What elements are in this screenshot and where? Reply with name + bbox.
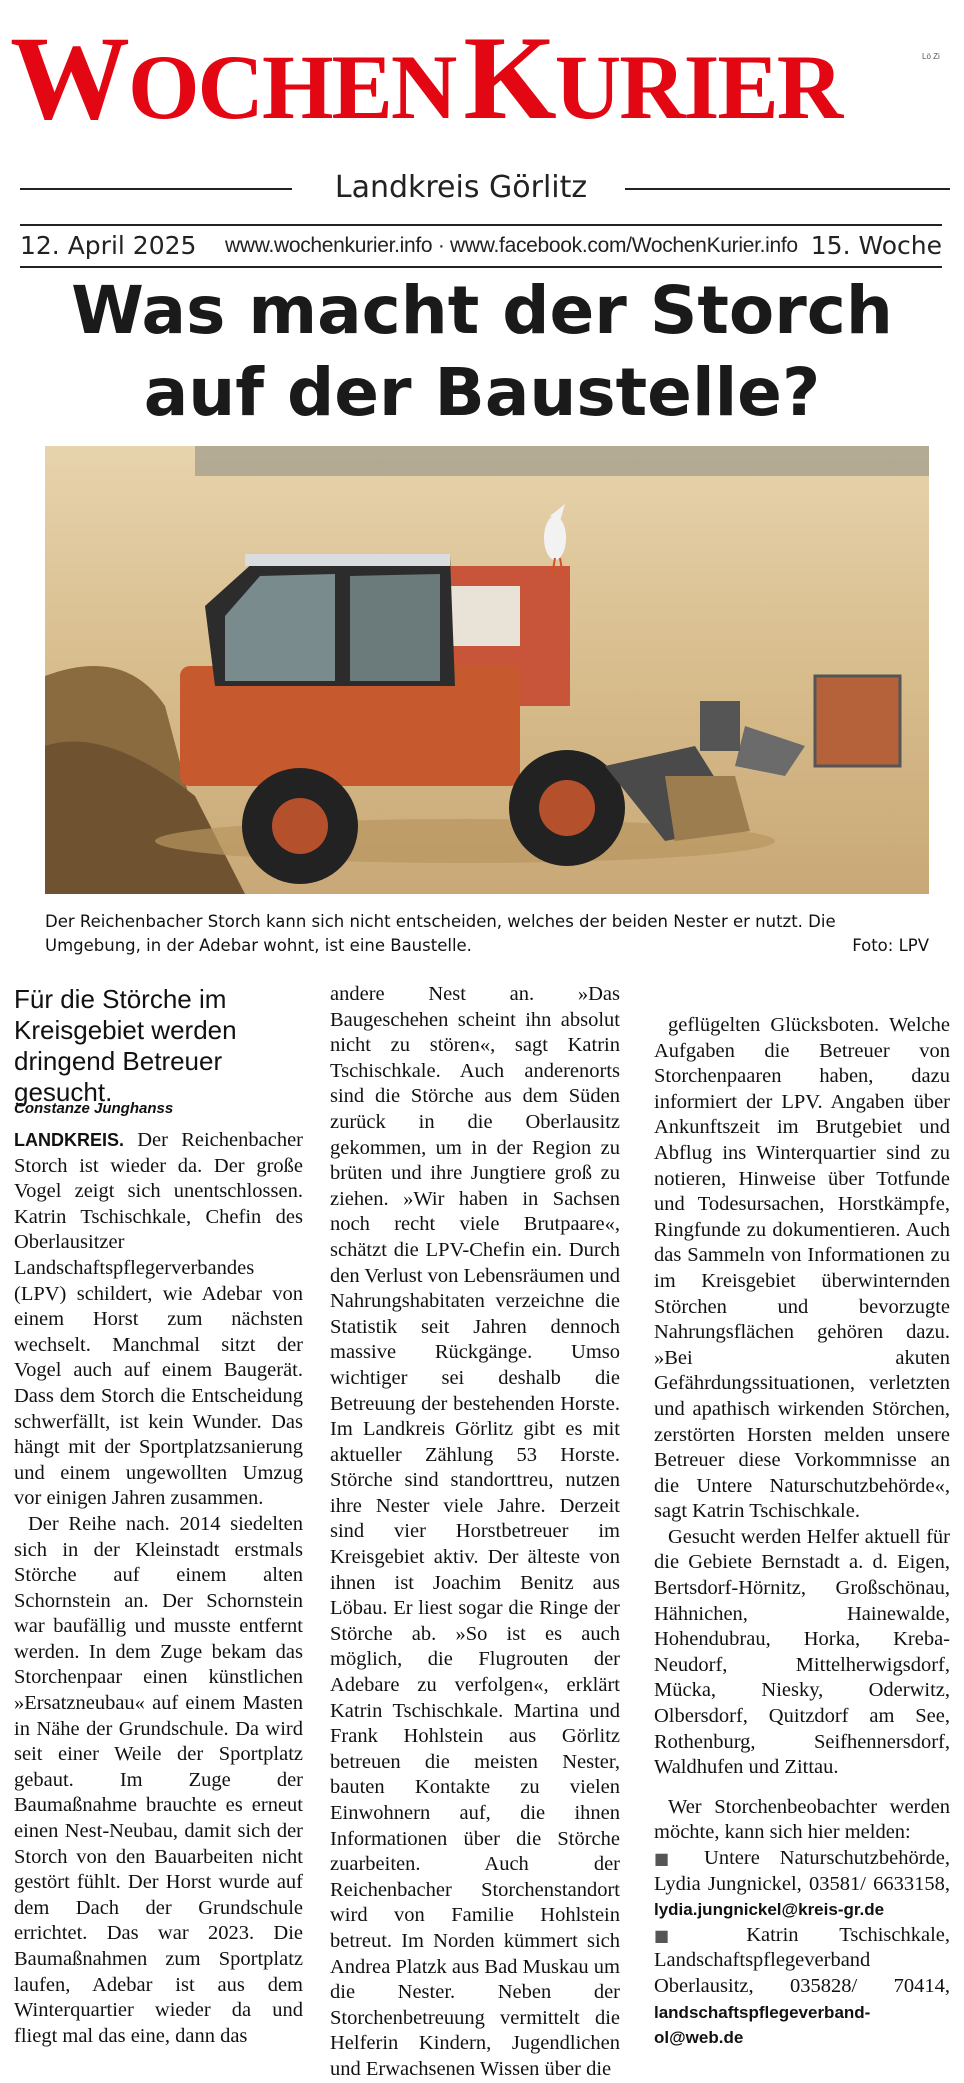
contact-2 [654, 1923, 950, 2051]
column-3 [654, 1013, 950, 2051]
column-2 [330, 982, 620, 2083]
paragraph-1: Der Reichenbacher Storch ist wieder da. Der große Vogel zeigt sich unentschlossen. Katrin Tschischkale, Chefin des Oberlausitzer Landschaftspflegerverbandes (LPV) schildert, wie Adebar von einem Horst zum nächsten wechselt. Manchmal sitzt der Vogel auch auf einem Baugerät. Dass dem Storch die Entscheidung schwerfällt, ist kein Wunder. Das hängt mit der Sportplatzsanierung und einem ungewollten Umzug vor einigen Jahren zusammen. [14, 1129, 303, 1510]
edition-code: Lö Zi [922, 52, 940, 61]
paragraph-5: Gesucht werden Helfer aktuell für die Gebiete Bernstadt a. d. Eigen, Bertsdorf-Hörnitz, Großschönau, Hähnichen, Hainewalde, Hohendubrau, Horka, Kreba- Neudorf, Mittelherwigsdorf, Mücka, Niesky, Oderwitz, Olbersdorf, Quitzdorf am See, Rothenburg, Seifhennersdorf, Waldhufen und Zittau. [654, 1525, 950, 1779]
paragraph-4: geflügelten Glücksboten. Welche Aufgaben die Betreuer von Storchenpaaren haben, dazu informiert der LPV. Angaben über Ankunftszeit im Brutgebiet und Abflug ins Winterquartier sind zu notieren, Hinweise über Totfunde und Todesursachen, Horstkämpfe, Ringfunde zu dokumentieren. Auch das Sammeln von Informationen zu im Kreisgebiet überwinternden Störchen und bevorzugte Nahrungsflächen gehören dazu. »Bei akuten Gefährdungssituationen, verletzten und apathisch wirkenden Störchen, zerstörten Horsten melden unsere Betreuer diese Vorkommnisse an die Untere Naturschutzbehörde«, sagt Katrin Tschischkale. [654, 1014, 950, 1523]
article-headline [0, 270, 964, 434]
region-bar [20, 168, 950, 208]
dateline-location: LANDKREIS. [14, 1130, 125, 1150]
photo-credit: Foto: LPV [852, 936, 929, 955]
paragraph-2: Der Reihe nach. 2014 siedelten sich in der Kleinstadt erstmals Störche auf einem alten Schornstein an. Der Schornstein war baufällig und musste entfernt werden. In dem Zuge bekam das Storchenpaar einen künstlichen »Ersatzneubau« auf einem Masten in Nähe der Grundschule. Da wird seit einer Weile der Sportplatz gebaut. Im Zuge der Baumaßnahme brauchte es erneut einen Nest-Neubau, damit sich der Storch von den Bauarbeiten nicht gestört fühlt. Der Horst wurde auf dem Dach der Grundschule errichtet. Das war 2023. Die Baumaßnahmen zum Sportplatz laufen, Adebar ist aus dem Winterquartier wieder da und fliegt mal das eine, dann das [14, 1512, 303, 2047]
headline-line-2: auf der Baustelle? [143, 354, 821, 431]
contact-2-text: Katrin Tschischkale, Landschaftspflegeverband Oberlausitz, 035828/ 70414, [654, 1923, 950, 1997]
region-title: Landkreis Görlitz [334, 170, 588, 205]
contact-1-text: Untere Naturschutzbehörde, Lydia Jungnickel, 03581/ 6633158, [654, 1847, 950, 1895]
article-dek: Für die Störche im Kreisgebiet werden dringend Betreuer gesucht. [14, 984, 237, 1107]
contact-1 [654, 1846, 950, 1923]
website-links[interactable]: www.wochenkurier.info · www.facebook.com/WochenKurier.info [225, 234, 798, 257]
dateline [20, 224, 942, 268]
square-bullet-icon: ■ [654, 1849, 684, 1868]
masthead-logo[interactable] [10, 8, 890, 158]
column-1 [14, 1128, 303, 2049]
photo-caption [45, 910, 929, 958]
square-bullet-icon: ■ [654, 1925, 706, 1945]
article-photo [45, 446, 929, 894]
contact-2-email[interactable]: landschaftspflegeverband-ol@web.de [654, 2002, 871, 2048]
issue-date: 12. April 2025 [20, 231, 197, 260]
rule-right [625, 188, 950, 190]
contact-1-email[interactable]: lydia.jungnickel@kreis-gr.de [654, 1900, 885, 1920]
paragraph-3: andere Nest an. »Das Baugeschehen scheint ihn absolut nicht zu stören«, sagt Katrin Tschischkale. Auch anderenorts sind die Störche aus dem Süden zurück in die Oberlausitz gekommen, um in der Region zu brüten und ihre Jungtiere groß zu ziehen. »Wir haben in Sachsen noch recht viele Brutpaare«, schätzt die LPV-Chefin ein. Durch den Verlust von Lebensräumen und Nahrungshabitaten verzeichne die Statistik seit Jahren dennoch massive Rückgänge. Umso wichtiger sei deshalb die Betreuung der bestehenden Horste. Im Landkreis Görlitz gibt es mit aktueller Zählung 53 Horste. Störche sind standorttreu, nutzen ihre Nester viele Jahre. Derzeit sind vier Horstbetreuer im Kreisgebiet aktiv. Der älteste von ihnen ist Joachim Benitz aus Löbau. Er liest sogar die Ringe der Störche ab. »So ist es auch möglich, die Flugrouten der Adebare zu verfolgen«, erklärt Katrin Tschischkale. Martina und Frank Hohlstein aus Görlitz betreuen die meisten Nester, bauten Kontakte zu vielen Einwohnern auf, die ihnen Informationen über die Störche zuarbeiten. Auch der Reichenbacher Storchenstandort wird von Familie Hohlstein betreut. Im Norden kümmert sich Andrea Platzk aus Bad Muskau um die Nester. Neben der Storchenbetreuung vermittelt die Helferin Kindern, Jugendlichen und Erwachsenen Wissen über die [330, 983, 620, 2080]
issue-week: 15. Woche [810, 231, 942, 260]
caption-text: Der Reichenbacher Storch kann sich nicht entscheiden, welches der beiden Nester er nutzt. Die Umgebung, in der Adebar wohnt, ist eine Baustelle. [45, 912, 836, 955]
brand-wordmark: WOCHEN KURIER [10, 11, 842, 144]
paragraph-6: Wer Storchenbeobachter werden möchte, kann sich hier melden: [654, 1795, 950, 1844]
headline-line-1: Was macht der Storch [71, 272, 893, 349]
author-byline: Constanze Junghanss [14, 1100, 174, 1117]
construction-scene-image [45, 446, 929, 894]
rule-left [20, 188, 292, 190]
